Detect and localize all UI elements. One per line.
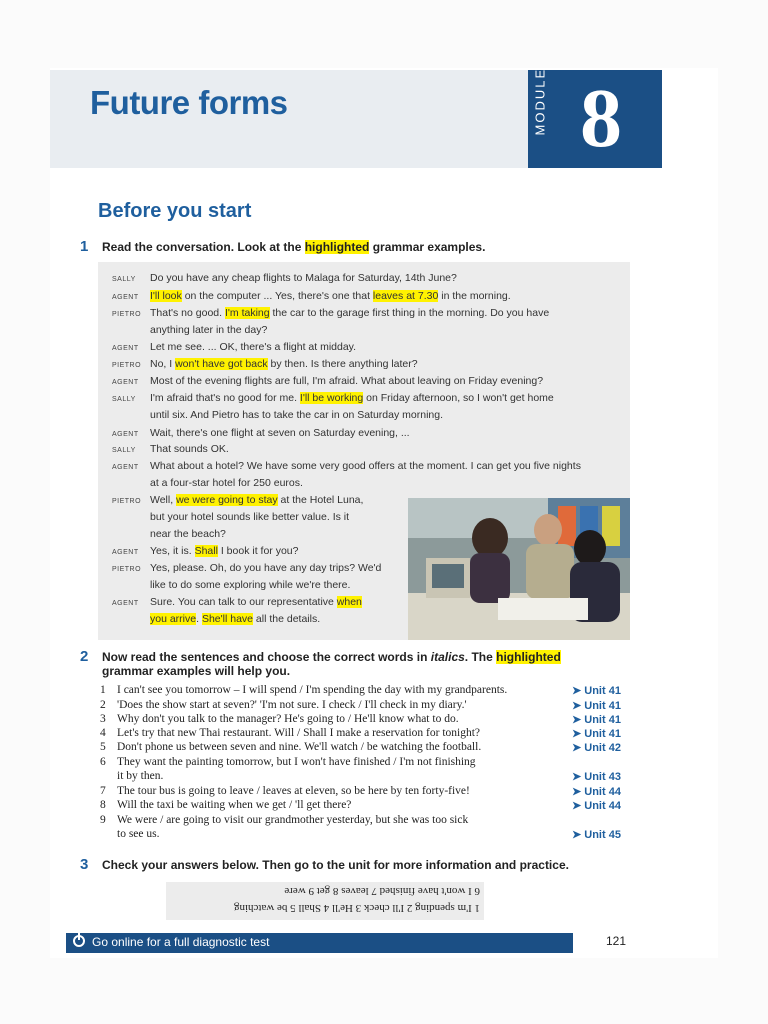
task2-number: 2 xyxy=(80,648,89,665)
unit-reference: ➤ Unit 41 xyxy=(572,714,621,726)
dialogue-text: anything later in the day? xyxy=(150,324,268,336)
unit-reference: ➤ Unit 45 xyxy=(572,829,621,841)
highlighted-example: She'll have xyxy=(201,613,253,625)
conversation-line xyxy=(112,341,356,353)
dialogue-text: by then. Is there anything later? xyxy=(267,358,418,370)
task1-instruction: 1 Read the conversation. Look at the highlighted grammar examples. xyxy=(80,238,486,255)
speaker-name: AGENT xyxy=(112,294,139,301)
unit-reference: ➤ Unit 44 xyxy=(572,786,621,798)
dialogue-text: until six. And Pietro has to take the car in on Saturday morning. xyxy=(150,409,443,421)
sentence-text: The tour bus is going to leave / leaves at eleven, so be here by ten forty-five! xyxy=(117,785,470,797)
conversation-line xyxy=(112,460,581,472)
speaker-name: PIETRO xyxy=(112,311,142,318)
exercise-sentence xyxy=(100,741,481,753)
sentence-text: They want the painting tomorrow, but I won't have finished / I'm not finishing xyxy=(117,756,476,768)
module-number: 8 xyxy=(580,72,622,165)
highlighted-example: I'm taking xyxy=(224,307,270,319)
conversation-line xyxy=(112,324,267,336)
conversation-line xyxy=(112,545,298,557)
sentence-text: We were / are going to visit our grandmother yesterday, but she was too sick xyxy=(117,814,469,826)
conversation-line xyxy=(112,307,549,319)
sentence-number: 9 xyxy=(100,814,106,826)
highlighted-example: I'll look xyxy=(150,290,182,302)
sentence-number: 2 xyxy=(100,699,106,711)
exercise-sentence xyxy=(100,713,459,725)
sentence-text: Will the taxi be waiting when we get / 'll get there? xyxy=(117,799,352,811)
sentence-number: 8 xyxy=(100,799,106,811)
dialogue-text: That sounds OK. xyxy=(150,443,229,455)
speaker-name: SALLY xyxy=(112,447,136,454)
page-number: 121 xyxy=(606,934,627,948)
task2-instruction: 2 Now read the sentences and choose the correct words in italics. The highlighted xyxy=(80,648,561,665)
dialogue-text: Do you have any cheap flights to Malaga for Saturday, 14th June? xyxy=(150,272,457,284)
speaker-name: SALLY xyxy=(112,396,136,403)
power-icon xyxy=(73,935,85,947)
speaker-name: AGENT xyxy=(112,600,139,607)
sentence-number: 6 xyxy=(100,756,106,768)
highlighted-example: we were going to stay xyxy=(176,494,278,506)
page-title: Future forms xyxy=(90,84,288,121)
dialogue-text: at a four-star hotel for 250 euros. xyxy=(150,477,303,489)
speaker-name: SALLY xyxy=(112,276,136,283)
highlighted-example: won't have got back xyxy=(175,358,268,370)
exercise-sentence xyxy=(100,684,507,696)
conversation-line xyxy=(112,358,418,370)
dialogue-text: Let me see. ... OK, there's a flight at midday. xyxy=(150,341,357,353)
section-title: Before you start xyxy=(98,200,252,222)
sentence-number: 5 xyxy=(100,741,106,753)
dialogue-text: Well, xyxy=(150,494,177,506)
speaker-name: PIETRO xyxy=(112,498,142,505)
task1-number: 1 xyxy=(80,238,89,255)
sentence-number: 3 xyxy=(100,713,106,725)
sentence-text: Don't phone us between seven and nine. We'll watch / be watching the football. xyxy=(117,741,482,753)
travel-agent-photo xyxy=(408,498,630,640)
dialogue-text: like to do some exploring while we're there. xyxy=(150,579,351,591)
conversation-line xyxy=(112,511,349,523)
exercise-sentence xyxy=(100,814,468,826)
dialogue-text: on Friday afternoon, so I won't get home xyxy=(363,392,554,404)
dialogue-text: Most of the evening flights are full, I'm afraid. What about leaving on Friday evening? xyxy=(150,375,544,387)
unit-reference: ➤ Unit 41 xyxy=(572,685,621,697)
speaker-name: AGENT xyxy=(112,345,139,352)
conversation-line xyxy=(112,443,229,455)
dialogue-text: in the morning. xyxy=(438,290,511,302)
online-test-link[interactable]: Go online for a full diagnostic test xyxy=(92,935,270,949)
highlighted-example: you arrive xyxy=(150,613,197,625)
dialogue-text: all the details. xyxy=(253,613,321,625)
unit-reference: ➤ Unit 43 xyxy=(572,771,621,783)
sentence-number: 1 xyxy=(100,684,106,696)
unit-reference: ➤ Unit 44 xyxy=(572,800,621,812)
sentence-text: it by then. xyxy=(117,770,164,782)
dialogue-text: but your hotel sounds like better value. Is it xyxy=(150,511,350,523)
exercise-sentence xyxy=(100,799,351,811)
speaker-name: AGENT xyxy=(112,379,139,386)
conversation-line xyxy=(112,596,362,608)
highlighted-example: leaves at 7.30 xyxy=(372,290,439,302)
conversation-line xyxy=(112,272,457,284)
exercise-sentence xyxy=(100,727,480,739)
conversation-line xyxy=(112,375,543,387)
answer-key-line-1: 1 I'm spending 2 I'll check 3 He'll 4 Shall 5 be watching xyxy=(233,902,480,914)
dialogue-text: the car to the garage first thing in the morning. Do you have xyxy=(269,307,550,319)
conversation-line xyxy=(112,477,303,489)
sentence-text: 'Does the show start at seven?' 'I'm not sure. I check / I'll check in my diary.' xyxy=(117,699,467,711)
conversation-line xyxy=(112,392,554,404)
highlight-word: highlighted xyxy=(304,240,370,254)
sentence-text: I can't see you tomorrow – I will spend / I'm spending the day with my grandparents. xyxy=(117,684,508,696)
office-scene-image xyxy=(408,498,630,640)
sentence-text: to see us. xyxy=(117,828,160,840)
sentence-number: 7 xyxy=(100,785,106,797)
dialogue-text: That's no good. xyxy=(150,307,225,319)
dialogue-text: I book it for you? xyxy=(217,545,299,557)
sentence-text: Why don't you talk to the manager? He's going to / He'll know what to do. xyxy=(117,713,459,725)
conversation-line xyxy=(112,613,320,625)
exercise-sentence xyxy=(100,770,163,782)
dialogue-text: Yes, it is. xyxy=(150,545,195,557)
conversation-line xyxy=(112,528,226,540)
exercise-sentence xyxy=(100,785,470,797)
exercise-sentence xyxy=(100,756,476,768)
unit-reference: ➤ Unit 41 xyxy=(572,700,621,712)
sentence-text: Let's try that new Thai restaurant. Will / Shall I make a reservation for tonight? xyxy=(117,727,481,739)
highlighted-example: when xyxy=(336,596,362,608)
answer-key-line-2: 6 I won't have finished 7 leaves 8 get 9 were xyxy=(284,885,480,897)
unit-reference: ➤ Unit 41 xyxy=(572,728,621,740)
speaker-name: PIETRO xyxy=(112,566,142,573)
speaker-name: PIETRO xyxy=(112,362,142,369)
task3-number: 3 xyxy=(80,856,89,873)
conversation-line xyxy=(112,579,350,591)
sentence-number: 4 xyxy=(100,727,106,739)
module-label: MODULE xyxy=(532,67,548,136)
dialogue-text: . xyxy=(196,613,202,625)
unit-reference: ➤ Unit 42 xyxy=(572,742,621,754)
dialogue-text: on the computer ... Yes, there's one that xyxy=(181,290,373,302)
conversation-line xyxy=(112,290,511,302)
dialogue-text: What about a hotel? We have some very good offers at the moment. I can get you five nights xyxy=(150,460,581,472)
dialogue-text: at the Hotel Luna, xyxy=(277,494,364,506)
task2-instruction-line2: grammar examples will help you. xyxy=(102,664,291,678)
conversation-line xyxy=(112,427,410,439)
speaker-name: AGENT xyxy=(112,549,139,556)
dialogue-text: Wait, there's one flight at seven on Saturday evening, ... xyxy=(150,427,410,439)
speaker-name: AGENT xyxy=(112,431,139,438)
conversation-line xyxy=(112,409,443,421)
dialogue-text: near the beach? xyxy=(150,528,226,540)
speaker-name: AGENT xyxy=(112,464,139,471)
dialogue-text: Sure. You can talk to our representative xyxy=(150,596,337,608)
highlighted-example: Shall xyxy=(194,545,218,557)
dialogue-text: I'm afraid that's no good for me. xyxy=(150,392,300,404)
task3-instruction: 3 Check your answers below. Then go to the unit for more information and practice. xyxy=(80,856,569,873)
exercise-sentence xyxy=(100,699,467,711)
dialogue-text: No, I xyxy=(150,358,176,370)
conversation-line xyxy=(112,494,363,506)
highlighted-example: I'll be working xyxy=(299,392,364,404)
conversation-line xyxy=(112,562,381,574)
exercise-sentence xyxy=(100,828,159,840)
dialogue-text: Yes, please. Oh, do you have any day trips? We'd xyxy=(150,562,382,574)
